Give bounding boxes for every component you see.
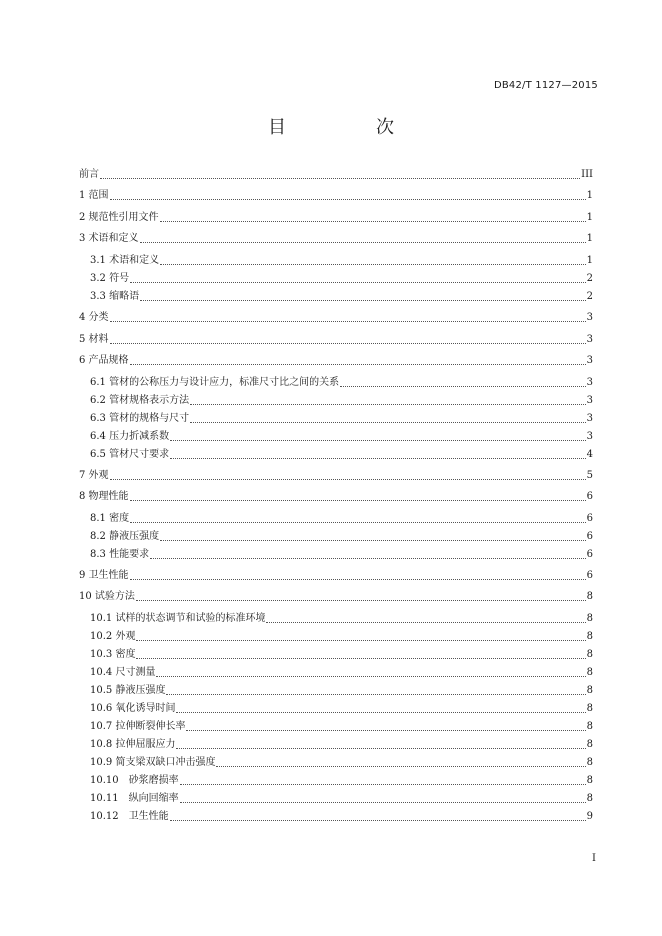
toc-entry[interactable]	[90, 647, 593, 661]
toc-dot-leader	[100, 177, 580, 179]
toc-entry[interactable]	[90, 791, 593, 805]
toc-entry-label: 10.7 拉伸断裂伸长率	[90, 721, 186, 732]
toc-entry[interactable]	[90, 511, 593, 525]
toc-entry-label: 6.1 管材的公称压力与设计应力，标准尺寸比之间的关系	[90, 377, 340, 388]
toc-entry-page: 3	[586, 334, 593, 345]
toc-entry[interactable]	[79, 310, 593, 324]
toc-entry-label: 6.3 管材的规格与尺寸	[90, 413, 190, 424]
toc-dot-leader	[180, 801, 586, 803]
toc-entry-label: 3.2 符号	[90, 273, 130, 284]
document-code: DB42/T 1127—2015	[493, 80, 598, 91]
toc-dot-leader	[136, 599, 586, 601]
toc-dot-leader	[170, 819, 586, 821]
toc-dot-leader	[140, 299, 586, 301]
toc-entry-label: 6.2 管材规格表示方法	[90, 395, 190, 406]
toc-dot-leader	[110, 342, 586, 344]
toc-entry-page: 6	[586, 570, 593, 581]
toc-entry-label: 2 规范性引用文件	[79, 212, 159, 223]
toc-entry-page: 8	[586, 757, 593, 768]
toc-entry-page: 2	[586, 273, 593, 284]
toc-dot-leader	[170, 457, 586, 459]
toc-entry-label: 6.5 管材尺寸要求	[90, 449, 170, 460]
toc-entry[interactable]	[90, 393, 593, 407]
toc-entry[interactable]	[79, 468, 593, 482]
toc-entry-page: 6	[586, 549, 593, 560]
toc-dot-leader	[170, 439, 586, 441]
toc-dot-leader	[160, 263, 586, 265]
toc-entry-label: 10.11 纵向回缩率	[90, 793, 179, 804]
toc-dot-leader	[130, 281, 586, 283]
toc-entry[interactable]	[90, 683, 593, 697]
toc-entry-page: 8	[586, 793, 593, 804]
toc-dot-leader	[156, 675, 585, 677]
toc-entry-page: 3	[586, 413, 593, 424]
toc-entry[interactable]	[79, 167, 593, 181]
toc-entry-label: 6 产品规格	[79, 355, 129, 366]
toc-entry[interactable]	[90, 375, 593, 389]
toc-entry[interactable]	[90, 253, 593, 267]
toc-entry-label: 1 范围	[79, 190, 109, 201]
toc-entry-label: 8 物理性能	[79, 491, 129, 502]
toc-dot-leader	[110, 478, 586, 480]
page-title: 目 次	[268, 117, 430, 138]
toc-dot-leader	[216, 765, 585, 767]
toc-entry[interactable]	[90, 271, 593, 285]
toc-dot-leader	[180, 783, 586, 785]
toc-entry[interactable]	[90, 701, 593, 715]
toc-entry[interactable]	[90, 773, 593, 787]
toc-entry-label: 10.8 拉伸屈服应力	[90, 739, 176, 750]
toc-entry[interactable]	[90, 447, 593, 461]
toc-entry[interactable]	[79, 188, 593, 202]
toc-entry-page: 8	[586, 775, 593, 786]
toc-dot-leader	[136, 639, 585, 641]
toc-entry-page: 6	[586, 513, 593, 524]
toc-entry-page: 1	[586, 255, 593, 266]
toc-entry-label: 3.1 术语和定义	[90, 255, 160, 266]
toc-entry-label: 3 术语和定义	[79, 233, 139, 244]
toc-entry-label: 10.5 静液压强度	[90, 685, 166, 696]
toc-entry-page: 2	[586, 291, 593, 302]
toc-entry-page: 8	[586, 631, 593, 642]
toc-entry[interactable]	[79, 489, 593, 503]
toc-entry-label: 10 试验方法	[79, 591, 135, 602]
toc-entry[interactable]	[79, 231, 593, 245]
toc-dot-leader	[190, 403, 586, 405]
toc-entry[interactable]	[79, 332, 593, 346]
toc-entry-label: 4 分类	[79, 312, 109, 323]
toc-entry-label: 10.10 砂浆磨损率	[90, 775, 179, 786]
toc-entry-page: 6	[586, 491, 593, 502]
toc-entry[interactable]	[90, 411, 593, 425]
toc-entry-page: 3	[586, 312, 593, 323]
toc-dot-leader	[130, 499, 586, 501]
toc-entry-page: 1	[586, 212, 593, 223]
toc-entry-page: 5	[586, 470, 593, 481]
toc-entry[interactable]	[90, 547, 593, 561]
toc-entry[interactable]	[79, 353, 593, 367]
toc-dot-leader	[130, 578, 586, 580]
toc-entry-label: 10.9 简支梁双缺口冲击强度	[90, 757, 216, 768]
toc-entry-label: 10.2 外观	[90, 631, 136, 642]
toc-dot-leader	[150, 557, 586, 559]
toc-dot-leader	[130, 363, 586, 365]
toc-entry-page: 4	[586, 449, 593, 460]
toc-entry-label: 10.12 卫生性能	[90, 811, 169, 822]
toc-dot-leader	[340, 385, 586, 387]
toc-entry[interactable]	[90, 529, 593, 543]
toc-dot-leader	[160, 220, 586, 222]
toc-entry[interactable]	[90, 611, 593, 625]
toc-dot-leader	[186, 729, 585, 731]
toc-entry-label: 5 材料	[79, 334, 109, 345]
toc-entry-page: 3	[586, 395, 593, 406]
toc-entry-page: 6	[586, 531, 593, 542]
toc-entry-page: 3	[586, 355, 593, 366]
toc-entry-label: 10.6 氧化诱导时间	[90, 703, 176, 714]
toc-dot-leader	[160, 539, 586, 541]
toc-entry-label: 6.4 压力折减系数	[90, 431, 170, 442]
toc-entry-label: 前言	[79, 169, 99, 180]
toc-entry-page: III	[581, 169, 593, 180]
toc-entry[interactable]	[90, 289, 593, 303]
toc-entry-page: 1	[586, 190, 593, 201]
toc-entry-label: 8.1 密度	[90, 513, 130, 524]
toc-entry[interactable]	[79, 589, 593, 603]
toc-entry-page: 8	[586, 613, 593, 624]
toc-entry-page: 8	[586, 703, 593, 714]
toc-dot-leader	[130, 521, 586, 523]
toc-dot-leader	[176, 747, 585, 749]
toc-dot-leader	[110, 198, 586, 200]
toc-entry[interactable]	[90, 809, 593, 823]
toc-entry-label: 10.3 密度	[90, 649, 136, 660]
toc-entry-label: 10.4 尺寸测量	[90, 667, 156, 678]
toc-dot-leader	[190, 421, 586, 423]
toc-entry[interactable]	[79, 568, 593, 582]
toc-dot-leader	[176, 711, 585, 713]
toc-entry[interactable]	[90, 665, 593, 679]
toc-entry[interactable]	[90, 755, 593, 769]
toc-entry-page: 8	[586, 649, 593, 660]
toc-entry-page: 8	[586, 739, 593, 750]
toc-entry[interactable]	[90, 429, 593, 443]
toc-entry-page: 9	[586, 811, 593, 822]
toc-entry-label: 8.3 性能要求	[90, 549, 150, 560]
toc-dot-leader	[136, 657, 585, 659]
toc-entry-page: 8	[586, 685, 593, 696]
toc-entry-label: 7 外观	[79, 470, 109, 481]
toc-entry-label: 9 卫生性能	[79, 570, 129, 581]
toc-entry[interactable]	[90, 719, 593, 733]
toc-entry-page: 3	[586, 377, 593, 388]
toc-entry-page: 8	[586, 591, 593, 602]
toc-entry-label: 3.3 缩略语	[90, 291, 140, 302]
toc-entry-page: 1	[586, 233, 593, 244]
toc-entry-page: 3	[586, 431, 593, 442]
toc-entry[interactable]	[90, 737, 593, 751]
page-number: I	[592, 853, 596, 864]
toc-dot-leader	[266, 621, 585, 623]
toc-entry-label: 8.2 静液压强度	[90, 531, 160, 542]
toc-entry-page: 8	[586, 667, 593, 678]
toc-dot-leader	[166, 693, 585, 695]
toc-dot-leader	[110, 320, 586, 322]
toc-dot-leader	[140, 241, 586, 243]
toc-entry-page: 8	[586, 721, 593, 732]
toc-entry[interactable]	[79, 210, 593, 224]
toc-entry[interactable]	[90, 629, 593, 643]
toc-entry-label: 10.1 试样的状态调节和试验的标准环境	[90, 613, 266, 624]
